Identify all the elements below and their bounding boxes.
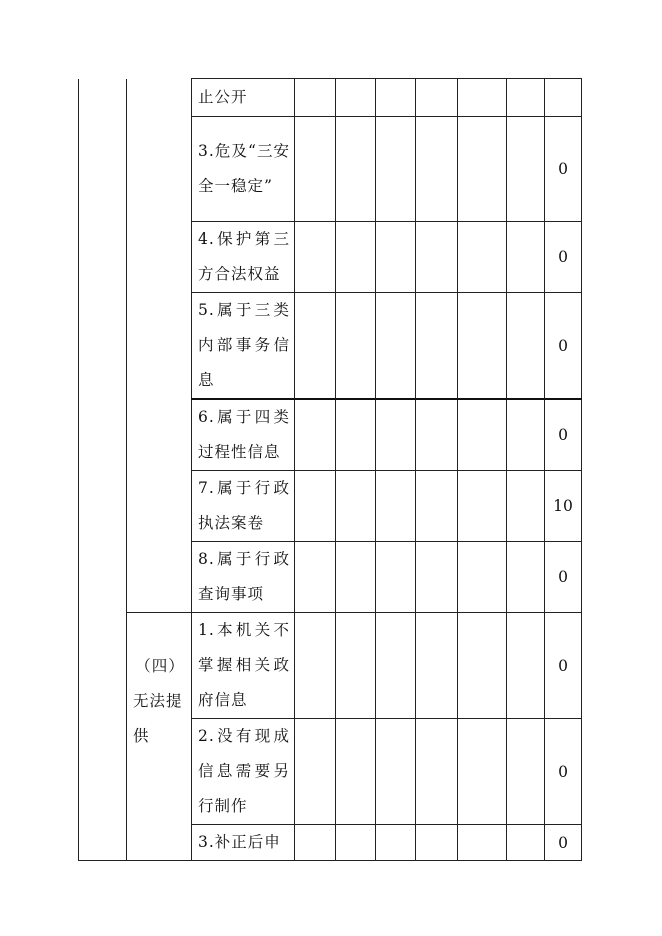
row-total: 0 xyxy=(545,399,582,471)
row-label: 5.属于三类内部事务信息 xyxy=(192,293,295,400)
row-label: 4.保护第三方合法权益 xyxy=(192,222,295,293)
row-label: 1.本机关不掌握相关政府信息 xyxy=(192,613,295,719)
row-total: 0 xyxy=(545,542,582,613)
table-row xyxy=(79,79,582,117)
category-title: 无法提供 xyxy=(133,692,183,745)
row-label: 7.属于行政执法案卷 xyxy=(192,471,295,542)
row-total: 0 xyxy=(545,222,582,293)
row-label: 止公开 xyxy=(192,79,295,117)
category-cell-unable-to-provide xyxy=(127,613,192,861)
row-label: 6.属于四类过程性信息 xyxy=(192,399,295,471)
row-total: 0 xyxy=(545,825,582,861)
row-total: 0 xyxy=(545,293,582,400)
row-total: 10 xyxy=(545,471,582,542)
row-label: 8.属于行政查询事项 xyxy=(192,542,295,613)
row-total xyxy=(545,79,582,117)
row-total: 0 xyxy=(545,613,582,719)
row-total: 0 xyxy=(545,117,582,222)
row-label: 3.危及“三安全一稳定” xyxy=(192,117,295,222)
row-label: 3.补正后申 xyxy=(192,825,295,861)
row-total: 0 xyxy=(545,719,582,825)
row-label: 2.没有现成信息需要另行制作 xyxy=(192,719,295,825)
category-column-outer xyxy=(79,79,127,861)
table-row xyxy=(79,613,582,719)
category-column-previous xyxy=(127,79,192,613)
disclosure-stats-table xyxy=(78,78,582,861)
category-number: （四） xyxy=(135,657,185,675)
